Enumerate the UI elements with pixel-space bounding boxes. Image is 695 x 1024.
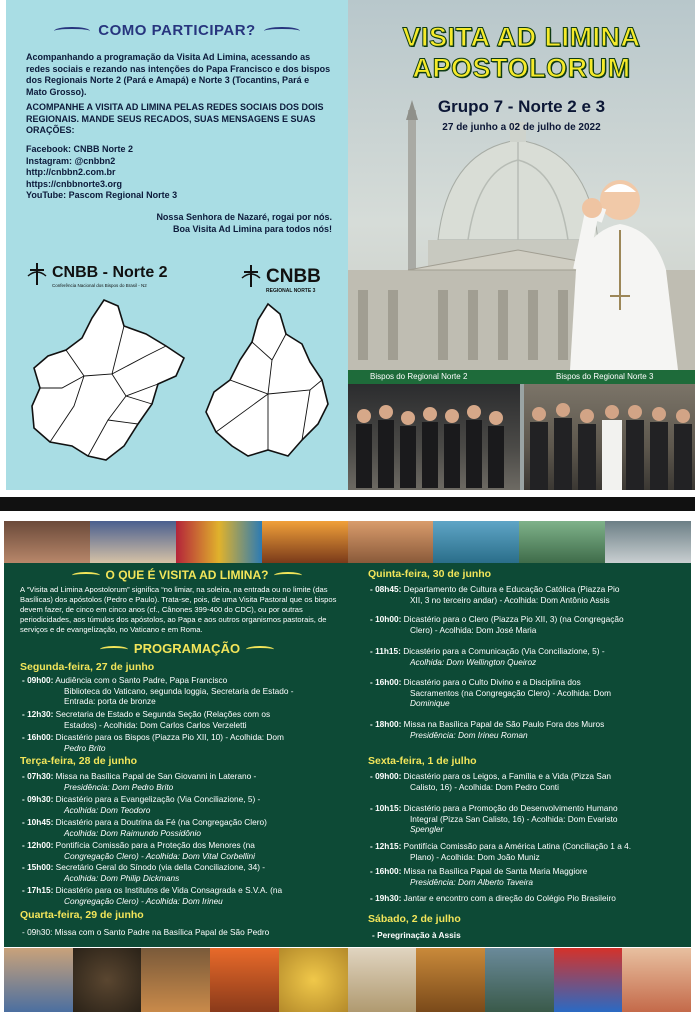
group-photo <box>348 384 520 490</box>
programacao-title: PROGRAMAÇÃO <box>22 641 352 656</box>
event-terca-0930: - 09h30: Dicastério para a Evangelização (Via Conciliazione, 5) - Acolhida: Dom Teodoro <box>22 794 261 815</box>
strip-photo <box>4 948 73 1012</box>
social-instagram: Instagram: @cnbbn2 <box>26 155 116 166</box>
social-site-n2: http://cnbbn2.com.br <box>26 167 116 177</box>
strip-photo <box>279 948 348 1012</box>
day-terca: Terça-feira, 28 de junho <box>20 755 138 767</box>
como-participar-text: Acompanhando a programação da Visita Ad Limina, acessando as redes sociais e rezando nas intenções do Papa Francisco e dos bispos dos Regionais Norte 2 (Pará e Amapá) e Norte 3 (Tocantins, Pará e Mato Grosso). <box>26 52 331 97</box>
oque-title: O QUE É VISITA AD LIMINA? <box>22 568 352 582</box>
page-divider <box>0 497 695 511</box>
event-terca-0730: - 07h30: Missa na Basílica Papal de San Giovanni in Laterano - Presidência: Dom Pedro Brito <box>22 771 257 792</box>
strip-photo <box>485 948 554 1012</box>
event-sexta-1215: - 12h15: Pontifícia Comissão para a América Latina (Conciliação 1 a 4. Plano) - Acolhida: Dom João Muniz <box>370 841 632 862</box>
cover-title: VISITA AD LIMINA APOSTOLORUM <box>402 22 641 83</box>
cnbb-norte3-logo: CNBB REGIONAL NORTE 3 <box>240 264 340 298</box>
event-quinta-1800: - 18h00: Missa na Basílica Papal de São Paulo Fora dos Muros Presidência: Dom Irineu Roman <box>370 719 605 740</box>
ornament-left <box>100 646 128 653</box>
strip-photo <box>554 948 623 1012</box>
social-site-n3: https://cnbbnorte3.org <box>26 178 122 189</box>
redes-sociais-text: ACOMPANHE A VISITA AD LIMINA PELAS REDES SOCIAIS DOS DOIS REGIONAIS. MANDE SEUS RECADOS, SUAS MENSAGENS E SUAS ORAÇÕES: <box>26 102 324 135</box>
ornament-right <box>264 27 300 35</box>
como-participar-title: COMO PARTICIPAR? <box>6 22 348 39</box>
event-quinta-1115: - 11h15: Dicastério para a Comunicação (Via Conciliazione, 5) - Acolhida: Dom Wellington Queiroz <box>370 646 605 667</box>
strip-photo <box>605 521 691 563</box>
strip-photo <box>416 948 485 1012</box>
event-sabado-assis: - Peregrinação à Assis <box>372 930 461 940</box>
cnbb-norte2-logo: CNBB - Norte 2 Conferência Nacional dos Bispos do Brasil - N2 <box>26 262 176 292</box>
como-participar-panel <box>6 0 348 490</box>
event-sexta-0900: - 09h00: Dicastério para os Leigos, a Família e a Vida (Pizza San Calisto, 16) - Acolhida: Dom Pedro Conti <box>370 771 612 792</box>
strip-photo <box>4 521 90 563</box>
event-terca-1500: - 15h00: Secretário Geral do Sínodo (via della Conciliazione, 34) - Acolhida: Dom Philip Dickmans <box>22 862 266 883</box>
strip-photo <box>210 948 279 1012</box>
event-sexta-1930: - 19h30: Jantar e encontro com a direção do Colégio Pio Brasileiro <box>370 893 616 903</box>
event-segunda-0900: - 09h00: Audiência com o Santo Padre, Papa Francisco Biblioteca do Vaticano, segunda loggia, Secretaria de Estado - Entrada: porta de bronze <box>22 675 294 706</box>
photo-bispos-norte2 <box>348 384 520 490</box>
oque-text: A “Visita ad Limina Apostolorum” significa “no limiar, na soleira, na entrada ou no limite (das Basílicas) dos apóstolos (Pedro e Paulo). Trata-se, pois, de uma Visita Pastoral que os bispos devem fazer, de cinco em cinco anos (cf., Cânones 399-400 do CDC), ou por outras periodicidades, aos túmulos dos apóstolos, ao Papa e aos outros organismos pastorais, de serviços e de evangelização, no Vaticano e em Roma. <box>20 585 337 634</box>
event-terca-1715: - 17h15: Dicastério para os Institutos de Vida Consagrada e S.V.A. (na Congregação Clero) - Acolhida: Dom Irineu <box>22 885 283 906</box>
day-segunda: Segunda-feira, 27 de junho <box>20 661 155 673</box>
bispos-norte3-label: Bispos do Regional Norte 3 <box>556 372 654 381</box>
strip-photo <box>141 948 210 1012</box>
st-peters-basilica-image <box>348 100 695 370</box>
cross-dove-icon <box>240 264 262 288</box>
ornament-left <box>72 572 100 579</box>
cross-dove-icon <box>26 262 48 286</box>
event-terca-1045: - 10h45: Dicastério para a Doutrina da Fé (na Congregação Clero) Acolhida: Dom Raimundo Possidônio <box>22 817 267 838</box>
event-terca-1200: - 12h00: Pontifícia Comissão para a Proteção dos Menores (na Congregação Clero) - Acolhida: Dom Vital Corbellini <box>22 840 255 861</box>
event-segunda-1230: - 12h30: Secretaria de Estado e Segunda Seção (Relações com os Estados) - Acolhida: Dom Carlos Carlos Verzeletti <box>22 709 271 730</box>
cover-panel <box>348 0 695 490</box>
programacao-panel <box>4 563 691 947</box>
event-sexta-1015: - 10h15: Dicastério para a Promoção do Desenvolvimento Humano Integral (Pizza San Calisto, 16) - Acolhida: Dom Evaristo Spengler <box>370 803 618 834</box>
event-segunda-1600: - 16h00: Dicastério para os Bispos (Piazza Pio XII, 10) - Acolhida: Dom Pedro Brito <box>22 732 284 753</box>
cover-dates: 27 de junho a 02 de julho de 2022 <box>442 122 601 133</box>
strip-photo <box>176 521 262 563</box>
map-tocantins <box>202 300 334 462</box>
event-quinta-1600: - 16h00: Dicastério para o Culto Divino e a Disciplina dos Sacramentos (na Congregação Clero) - Acolhida: Dom Dominique <box>370 677 612 708</box>
bispos-norte2-label: Bispos do Regional Norte 2 <box>370 372 468 381</box>
day-quarta: Quarta-feira, 29 de junho <box>20 909 144 921</box>
event-quinta-1000: - 10h00: Dicastério para o Clero (Piazza Pio XII, 3) (na Congregação Clero) - Acolhida: Dom José Maria <box>370 614 624 635</box>
strip-photo <box>519 521 605 563</box>
event-quinta-0845: - 08h45: Departamento de Cultura e Educação Católica (Piazza Pio XII, 3 no terceiro andar) - Acolhida: Dom Antônio Assis <box>370 584 620 605</box>
photo-strip-top <box>4 521 691 563</box>
event-quarta-0930: - 09h30: Missa com o Santo Padre na Basílica Papal de São Pedro <box>22 927 270 937</box>
ornament-right <box>274 572 302 579</box>
strip-photo <box>622 948 691 1012</box>
strip-photo <box>262 521 348 563</box>
social-links <box>26 144 332 202</box>
day-quinta: Quinta-feira, 30 de junho <box>368 568 492 580</box>
day-sexta: Sexta-feira, 1 de julho <box>368 755 477 767</box>
strip-photo <box>348 521 434 563</box>
photo-strip-bottom <box>4 948 691 1012</box>
day-sabado: Sábado, 2 de julho <box>368 913 461 925</box>
strip-photo <box>433 521 519 563</box>
prayer-text: Nossa Senhora de Nazaré, rogai por nós. Boa Visita Ad Limina para todos nós! <box>156 212 332 234</box>
ornament-left <box>54 27 90 35</box>
group-photo <box>524 384 695 490</box>
social-youtube: YouTube: Pascom Regional Norte 3 <box>26 190 178 200</box>
ornament-right <box>246 646 274 653</box>
event-sexta-1600: - 16h00: Missa na Basílica Papal de Santa Maria Maggiore Presidência: Dom Alberto Taveira <box>370 866 588 887</box>
strip-photo <box>348 948 417 1012</box>
cover-grupo: Grupo 7 - Norte 2 e 3 <box>437 97 606 116</box>
photo-bispos-norte3 <box>524 384 695 490</box>
social-facebook: Facebook: CNBB Norte 2 <box>26 144 134 154</box>
strip-photo <box>90 521 176 563</box>
map-para-amapa <box>26 296 194 464</box>
strip-photo <box>73 948 142 1012</box>
